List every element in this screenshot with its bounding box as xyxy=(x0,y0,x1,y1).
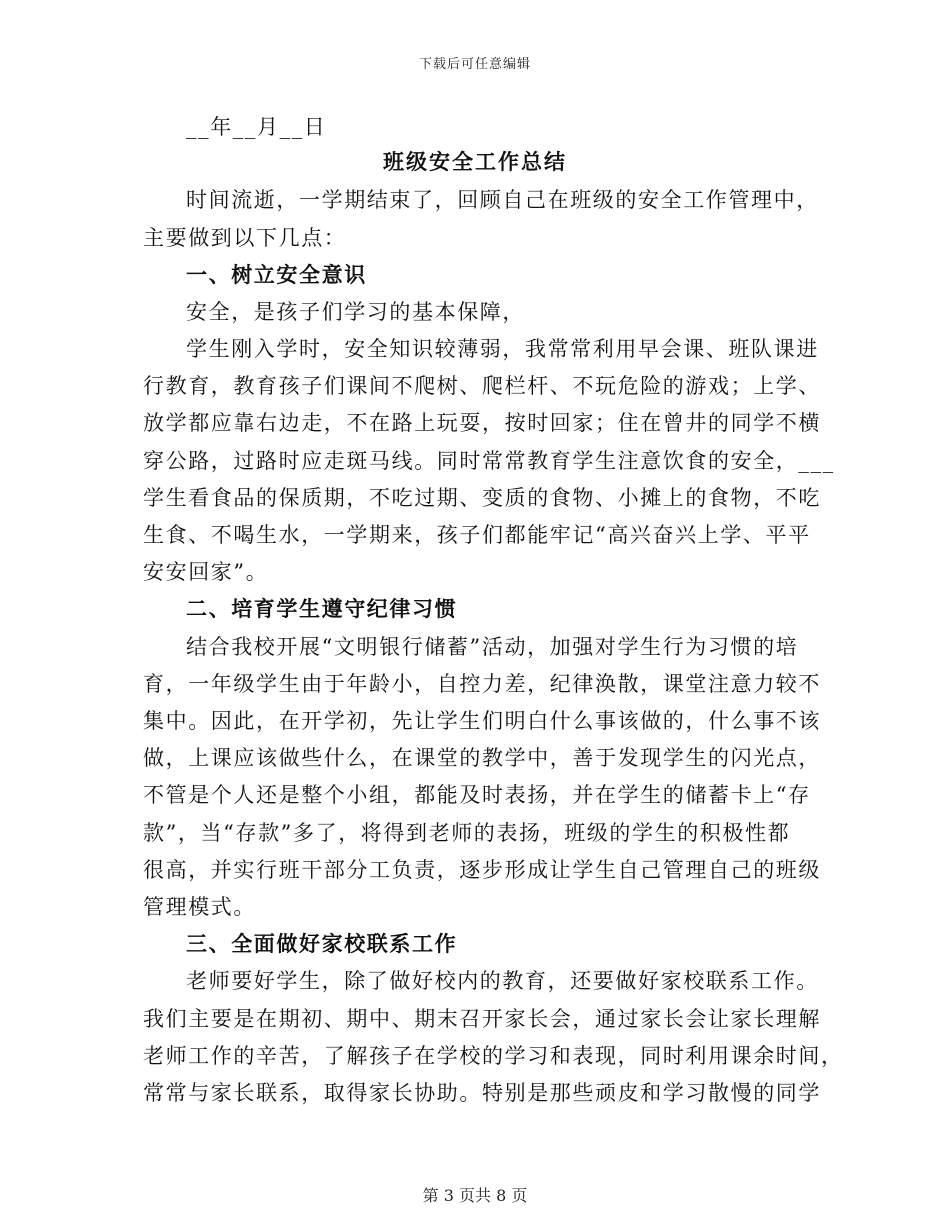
paragraph-line: 老师要好学生，除了做好校内的教育，还要做好家校联系工作。 xyxy=(186,969,819,993)
paragraph-line: 常常与家长联系，取得家长协助。特别是那些顽皮和学习散慢的同学 xyxy=(143,1081,821,1105)
paragraph-line: 学生看食品的保质期，不吃过期、变质的食物、小摊上的食物，不吃 xyxy=(143,486,821,510)
paragraph-line: 管理模式。 xyxy=(143,895,256,919)
paragraph-line: 款”，当“存款”多了，将得到老师的表扬，班级的学生的积极性都 xyxy=(143,821,791,845)
paragraph-line: 集中。因此，在开学初，先让学生们明白什么事该做的，什么事不该 xyxy=(143,709,821,733)
paragraph-line: 很高，并实行班干部分工负责，逐步形成让学生自己管理自己的班级 xyxy=(143,858,821,882)
page-footer: 第 3 页共 8 页 xyxy=(422,1186,528,1205)
paragraph-line: 时间流逝，一学期结束了，回顾自己在班级的安全工作管理中， xyxy=(186,188,819,212)
paragraph-line: 行教育，教育孩子们课间不爬树、爬栏杆、不玩危险的游戏；上学、 xyxy=(143,374,821,398)
date-line: __年__月__日 xyxy=(186,115,327,139)
paragraph-line: 学生刚入学时，安全知识较薄弱，我常常利用早会课、班队课进 xyxy=(186,337,819,361)
section-heading-2: 二、培育学生遵守纪律习惯 xyxy=(186,596,458,621)
paragraph-line: 老师工作的辛苦，了解孩子在学校的学习和表现，同时利用课余时间， xyxy=(143,1044,844,1068)
section-heading-3: 三、全面做好家校联系工作 xyxy=(186,931,458,956)
paragraph-line: 穿公路，过路时应走斑马线。同时常常教育学生注意饮食的安全，___ xyxy=(143,449,835,473)
document-title: 班级安全工作总结 xyxy=(383,149,567,174)
paragraph-line: 不管是个人还是整个小组，都能及时表扬，并在学生的储蓄卡上“存 xyxy=(143,783,811,807)
paragraph-line: 安全，是孩子们学习的基本保障， xyxy=(186,300,525,324)
paragraph-line: 主要做到以下几点： xyxy=(143,226,347,250)
paragraph-line: 安安回家”。 xyxy=(143,560,269,584)
section-heading-1: 一、树立安全意识 xyxy=(186,262,367,287)
paragraph-line: 我们主要是在期初、期中、期末召开家长会，通过家长会让家长理解 xyxy=(143,1007,821,1031)
paragraph-line: 育，一年级学生由于年龄小，自控力差，纪律涣散，课堂注意力较不 xyxy=(143,672,821,696)
paragraph-line: 做，上课应该做些什么，在课堂的教学中，善于发现学生的闪光点， xyxy=(143,746,821,770)
paragraph-line: 结合我校开展“文明银行储蓄”活动，加强对学生行为习惯的培 xyxy=(186,635,799,659)
header-note: 下载后可任意编辑 xyxy=(418,57,531,72)
paragraph-line: 放学都应靠右边走，不在路上玩耍，按时回家；住在曾井的同学不横 xyxy=(143,411,821,435)
paragraph-line: 生食、不喝生水，一学期来，孩子们都能牢记“高兴奋兴上学、平平 xyxy=(143,523,811,547)
